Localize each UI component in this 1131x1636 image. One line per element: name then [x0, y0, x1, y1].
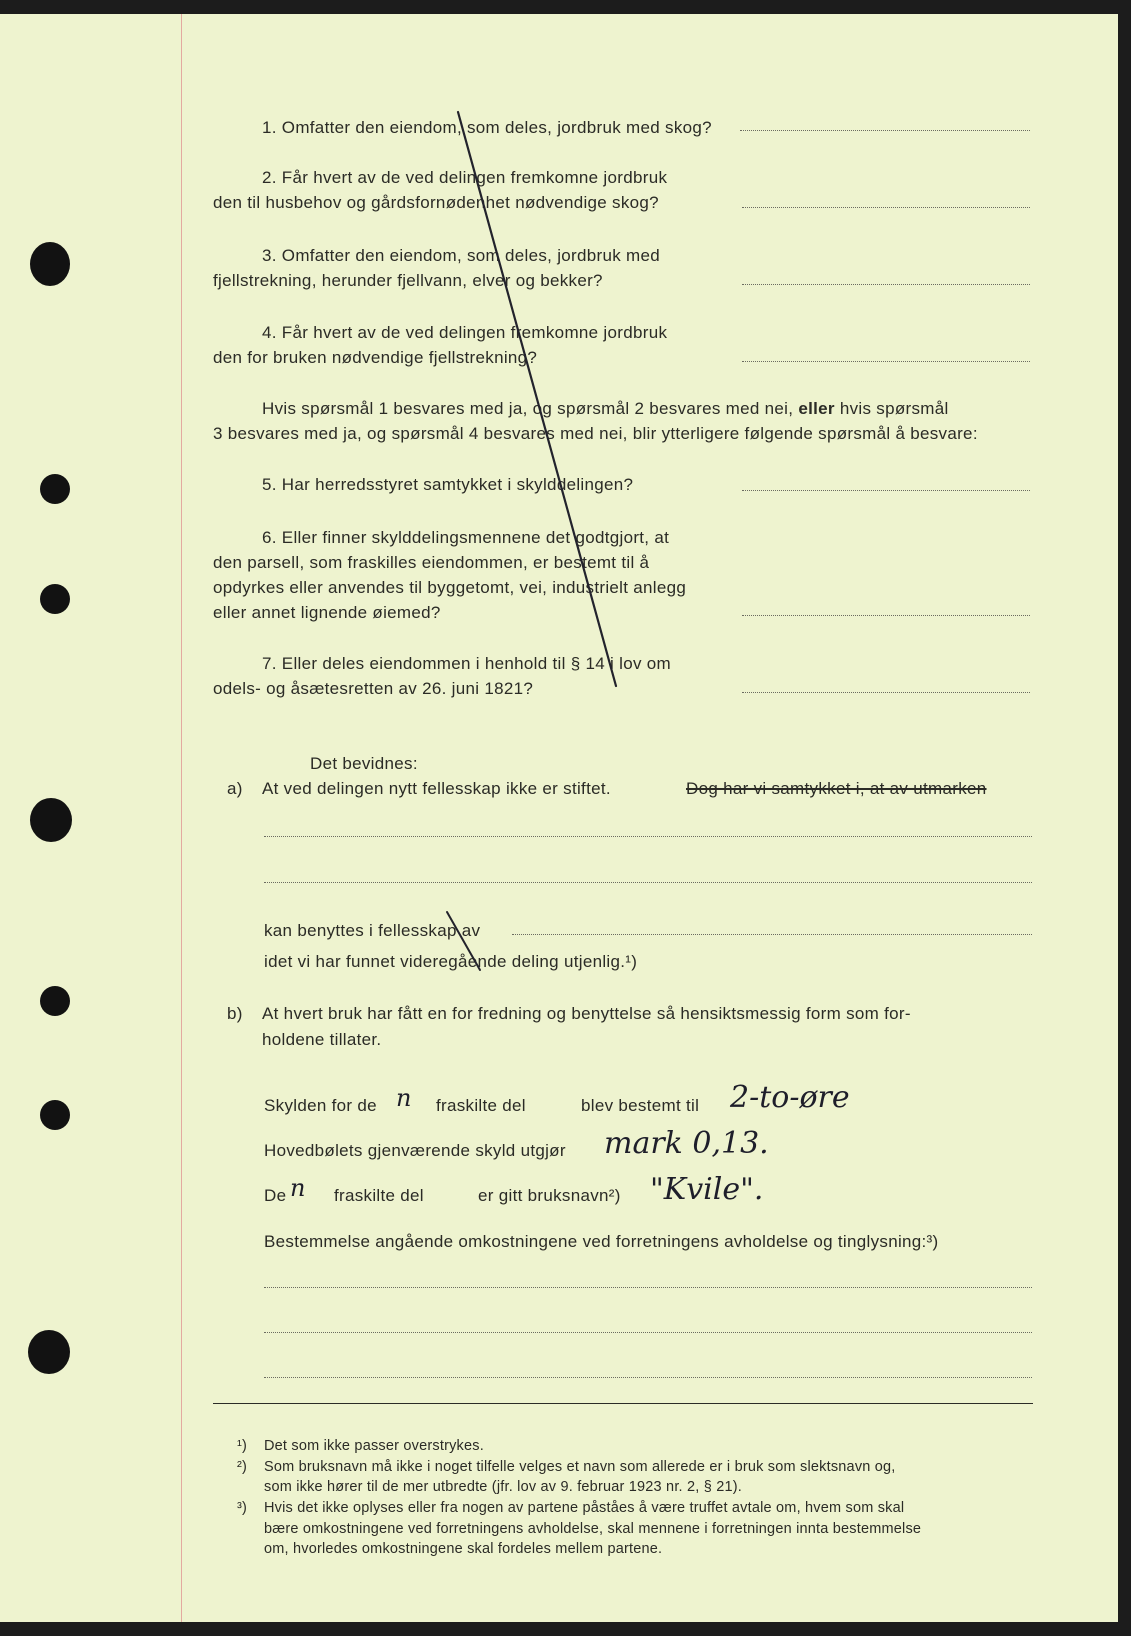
condition-text-c: hvis spørsmål [834, 399, 949, 418]
question-6-line2: den parsell, som fraskilles eiendommen, er bestemt til å [213, 553, 650, 572]
navn-value: "Kvile". [650, 1172, 764, 1207]
footnote-3-line2: bære omkostningene ved forretningens avholdelse, skal mennene i forretningen innta bestemmelse [264, 1521, 922, 1537]
footnote-3-line3: om, hvorledes omkostningene skal fordeles mellem partene. [264, 1541, 663, 1557]
skyld-label-b: fraskilte del [436, 1096, 526, 1115]
skyld-handwritten-n: n [396, 1084, 412, 1112]
condition-emphasis: eller [798, 399, 835, 418]
finding-a-reason: idet vi har funnet videregående deling utjenlig.¹) [264, 952, 638, 971]
kost-label: Bestemmelse angående omkostningene ved forretningens avholdelse og tinglysning:³) [264, 1232, 939, 1251]
question-3-line1: 3. Omfatter den eiendom, som deles, jordbruk med [262, 246, 661, 265]
question-5: 5. Har herredsstyret samtykket i skylddelingen? [262, 475, 634, 494]
finding-a-struck-text: Dog har vi samtykket i, at av utmarken [686, 779, 987, 798]
footnote-2-mark: ²) [237, 1459, 248, 1475]
question-7-line2: odels- og åsætesretten av 26. juni 1821? [213, 679, 534, 698]
question-3-line2: fjellstrekning, herunder fjellvann, elver og bekker? [213, 271, 603, 290]
document-page [0, 14, 1118, 1622]
finding-b-marker: b) [227, 1004, 243, 1023]
finding-a-text: At ved delingen nytt fellesskap ikke er stiftet. [262, 779, 611, 798]
footnote-1: Det som ikke passer overstrykes. [264, 1438, 484, 1454]
question-6-line4: eller annet lignende øiemed? [213, 603, 441, 622]
finding-a-marker: a) [227, 779, 243, 798]
footnote-3-mark: ³) [237, 1500, 248, 1516]
question-6-line3: opdyrkes eller anvendes til byggetomt, vei, industrielt anlegg [213, 578, 687, 597]
question-4-line1: 4. Får hvert av de ved delingen fremkomne jordbruk [262, 323, 668, 342]
hoved-value: mark 0,13. [604, 1126, 769, 1161]
skyld-value: 2-to-øre [730, 1080, 850, 1115]
findings-heading: Det bevidnes: [310, 754, 418, 773]
skyld-label-a: Skylden for de [264, 1096, 377, 1115]
condition-text-a: Hvis spørsmål 1 besvares med ja, og spørsmål 2 besvares med nei, [262, 399, 799, 418]
pen-strike-questions [458, 112, 616, 686]
footnote-1-mark: ¹) [237, 1438, 248, 1454]
skyld-label-c: blev bestemt til [581, 1096, 700, 1115]
navn-label-a: De [264, 1186, 287, 1205]
question-4-line2: den for bruken nødvendige fjellstrekning? [213, 348, 538, 367]
finding-b-line2: holdene tillater. [262, 1030, 382, 1049]
footnote-3-line1: Hvis det ikke oplyses eller fra nogen av partene påståes å være truffet avtale om, hvem som skal [264, 1500, 905, 1516]
navn-handwritten-n: n [290, 1174, 306, 1202]
finding-a-common: kan benyttes i fellesskap av [264, 921, 481, 940]
footnote-2-line1: Som bruksnavn må ikke i noget tilfelle velges et navn som allerede er i bruk som slektsnavn og, [264, 1459, 896, 1475]
condition-line2: 3 besvares med ja, og spørsmål 4 besvares med nei, blir ytterligere følgende spørsmål å besvare: [213, 424, 978, 443]
question-2-line2: den til husbehov og gårdsfornødenhet nødvendige skog? [213, 193, 659, 212]
question-1: 1. Omfatter den eiendom, som deles, jordbruk med skog? [262, 118, 712, 137]
finding-b-line1: At hvert bruk har fått en for fredning og benyttelse så hensiktsmessig form som for- [262, 1004, 911, 1023]
question-7-line1: 7. Eller deles eiendommen i henhold til § 14 i lov om [262, 654, 672, 673]
navn-label-c: er gitt bruksnavn²) [478, 1186, 621, 1205]
hoved-label: Hovedbølets gjenværende skyld utgjør [264, 1141, 566, 1160]
pen-strike-fellesskap [447, 912, 480, 970]
question-2-line1: 2. Får hvert av de ved delingen fremkomne jordbruk [262, 168, 668, 187]
pen-strike-marks [0, 14, 1118, 1622]
question-6-line1: 6. Eller finner skylddelingsmennene det godtgjort, at [262, 528, 670, 547]
navn-label-b: fraskilte del [334, 1186, 424, 1205]
footnote-2-line2: som ikke hører til de mer utbredte (jfr. lov av 9. februar 1923 nr. 2, § 21). [264, 1479, 742, 1495]
